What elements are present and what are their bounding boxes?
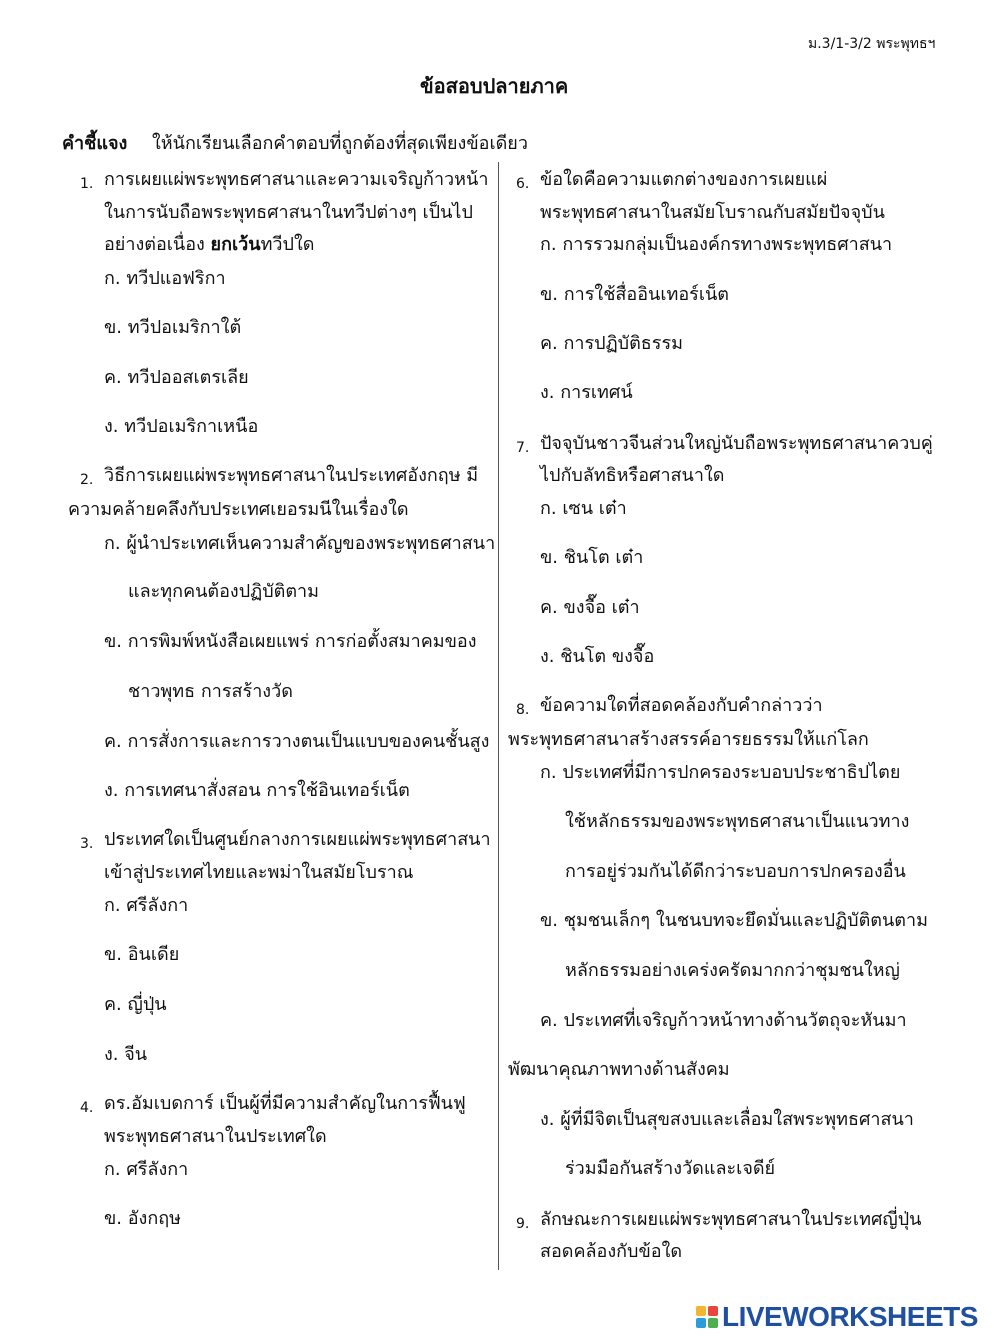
question-text: ไปกับลัทธิหรือศาสนาใด	[540, 465, 725, 486]
answer-option[interactable]: ค. ญี่ปุ่น	[104, 994, 167, 1015]
question-text: ความคล้ายคลึงกับประเทศเยอรมนีในเรื่องใด	[68, 499, 409, 520]
answer-option[interactable]: ข. ชุมชนเล็กๆ ในชนบทจะยึดมั่นและปฏิบัติตนตาม	[540, 910, 928, 931]
question-text-part: ทวีปใด	[260, 234, 315, 255]
question-text: ประเทศใดเป็นศูนย์กลางการเผยแผ่พระพุทธศาสนา	[104, 829, 491, 850]
question-number: 4.	[80, 1100, 94, 1116]
question-number: 2.	[80, 472, 94, 488]
logo-square	[696, 1306, 706, 1316]
liveworksheets-logo-icon	[696, 1306, 718, 1328]
column-divider	[498, 162, 499, 1270]
answer-option[interactable]: ค. ประเทศที่เจริญก้าวหน้าทางด้านวัตถุจะหันมา	[540, 1010, 907, 1031]
answer-option[interactable]: ข. ชินโต เต๋า	[540, 547, 644, 568]
question-text: ข้อใดคือความแตกต่างของการเผยแผ่	[540, 169, 828, 190]
answer-option[interactable]: ข. การใช้สื่ออินเทอร์เน็ต	[540, 284, 729, 305]
logo-square	[696, 1318, 706, 1328]
question-number: 9.	[516, 1216, 530, 1232]
instruction-text: ให้นักเรียนเลือกคำตอบที่ถูกต้องที่สุดเพียงข้อเดียว	[152, 133, 528, 154]
class-subject-note: ม.3/1-3/2 พระพุทธฯ	[808, 36, 936, 52]
answer-option[interactable]: ค. ขงจื๊อ เต๋า	[540, 597, 640, 618]
logo-square	[708, 1306, 718, 1316]
answer-option-continuation: หลักธรรมอย่างเคร่งครัดมากกว่าชุมชนใหญ่	[565, 960, 900, 981]
answer-option[interactable]: ง. ผู้ที่มีจิตเป็นสุขสงบและเลื่อมใสพระพุทธศาสนา	[540, 1109, 914, 1130]
question-text: ข้อความใดที่สอดคล้องกับคำกล่าวว่า	[540, 695, 823, 716]
question-text: พระพุทธศาสนาสร้างสรรค์อารยธรรมให้แก่โลก	[508, 729, 869, 750]
question-text: ลักษณะการเผยแผ่พระพุทธศาสนาในประเทศญี่ปุ่น	[540, 1209, 922, 1230]
answer-option[interactable]: ข. อังกฤษ	[104, 1208, 182, 1229]
watermark-text: LIVEWORKSHEETS	[722, 1301, 978, 1332]
answer-option[interactable]: ง. จีน	[104, 1044, 148, 1065]
answer-option[interactable]: ค. ทวีปออสเตรเลีย	[104, 367, 249, 388]
answer-option[interactable]: ข. การพิมพ์หนังสือเผยแพร่ การก่อตั้งสมาคมของ	[104, 631, 477, 652]
answer-option[interactable]: ค. การสั่งการและการวางตนเป็นแบบของคนชั้นสูง	[104, 731, 490, 752]
question-number: 6.	[516, 176, 530, 192]
answer-option[interactable]: ก. ผู้นำประเทศเห็นความสำคัญของพระพุทธศาสนา	[104, 533, 496, 554]
answer-option-continuation: การอยู่ร่วมกันได้ดีกว่าระบอบการปกครองอื่น	[565, 861, 906, 882]
page-title: ข้อสอบปลายภาค	[420, 74, 569, 98]
question-keyword-except: ยกเว้น	[210, 234, 261, 255]
question-text: ดร.อัมเบดการ์ เป็นผู้ที่มีความสำคัญในการฟื้นฟู	[104, 1093, 466, 1114]
answer-option[interactable]: ง. การเทศนาสั่งสอน การใช้อินเทอร์เน็ต	[104, 780, 410, 801]
answer-option-continuation: และทุกคนต้องปฏิบัติตาม	[128, 581, 319, 602]
question-text: พระพุทธศาสนาในสมัยโบราณกับสมัยปัจจุบัน	[540, 202, 885, 223]
question-text: ในการนับถือพระพุทธศาสนาในทวีปต่างๆ เป็นไป	[104, 202, 473, 223]
answer-option[interactable]: ข. อินเดีย	[104, 944, 180, 965]
answer-option[interactable]: ก. ศรีลังกา	[104, 895, 189, 916]
answer-option[interactable]: ก. เซน เต๋า	[540, 498, 627, 519]
answer-option[interactable]: ก. ศรีลังกา	[104, 1159, 189, 1180]
question-text: ปัจจุบันชาวจีนส่วนใหญ่นับถือพระพุทธศาสนาควบคู่	[540, 433, 933, 454]
answer-option-continuation: พัฒนาคุณภาพทางด้านสังคม	[508, 1059, 730, 1080]
question-text: วิธีการเผยแผ่พระพุทธศาสนาในประเทศอังกฤษ มี	[104, 465, 479, 486]
answer-option[interactable]: ก. ประเทศที่มีการปกครองระบอบประชาธิปไตย	[540, 762, 901, 783]
question-number: 3.	[80, 836, 94, 852]
question-text	[104, 233, 314, 257]
answer-option[interactable]: ก. ทวีปแอฟริกา	[104, 268, 226, 289]
question-text: การเผยแผ่พระพุทธศาสนาและความเจริญก้าวหน้า	[104, 169, 489, 190]
logo-square	[708, 1318, 718, 1328]
question-text: เข้าสู่ประเทศไทยและพม่าในสมัยโบราณ	[104, 862, 414, 883]
answer-option[interactable]: ง. ชินโต ขงจื๊อ	[540, 646, 655, 667]
answer-option[interactable]: ข. ทวีปอเมริกาใต้	[104, 317, 242, 338]
question-text-part: อย่างต่อเนื่อง	[104, 234, 211, 255]
answer-option-continuation: ชาวพุทธ การสร้างวัด	[128, 681, 293, 702]
answer-option[interactable]: ค. การปฏิบัติธรรม	[540, 333, 683, 354]
question-number: 1.	[80, 176, 94, 192]
question-number: 8.	[516, 702, 530, 718]
instruction-label: คำชี้แจง	[62, 133, 128, 154]
liveworksheets-watermark	[696, 1300, 978, 1334]
answer-option[interactable]: ก. การรวมกลุ่มเป็นองค์กรทางพระพุทธศาสนา	[540, 234, 893, 255]
answer-option[interactable]: ง. ทวีปอเมริกาเหนือ	[104, 416, 259, 437]
question-text: สอดคล้องกับข้อใด	[540, 1241, 683, 1262]
question-text: พระพุทธศาสนาในประเทศใด	[104, 1126, 327, 1147]
answer-option[interactable]: ง. การเทศน์	[540, 382, 633, 403]
answer-option-continuation: ใช้หลักธรรมของพระพุทธศาสนาเป็นแนวทาง	[565, 811, 910, 832]
answer-option-continuation: ร่วมมือกันสร้างวัดและเจดีย์	[565, 1158, 776, 1179]
question-number: 7.	[516, 440, 530, 456]
